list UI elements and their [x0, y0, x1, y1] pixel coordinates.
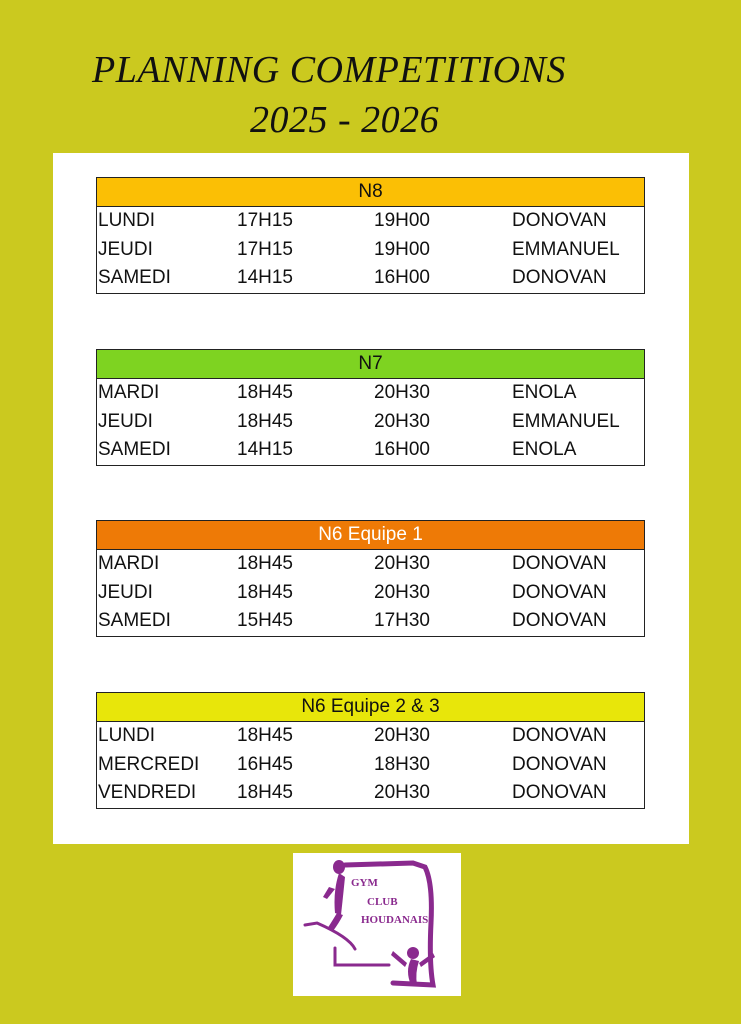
coach-cell: ENOLA	[512, 439, 577, 460]
end-time-cell: 16H00	[374, 267, 430, 288]
schedule-header-n6-equipe-2-3: N6 Equipe 2 & 3	[97, 693, 644, 722]
day-cell: JEUDI	[98, 581, 153, 603]
coach-cell: DONOVAN	[512, 267, 607, 288]
end-time-cell: 19H00	[374, 238, 430, 260]
end-time-cell: 16H00	[374, 439, 430, 460]
table-row	[97, 751, 644, 780]
end-time-cell: 19H00	[374, 210, 430, 231]
table-row	[97, 379, 644, 408]
table-row	[97, 579, 644, 608]
end-time-cell: 20H30	[374, 782, 430, 803]
logo-text-club: CLUB	[367, 896, 398, 908]
start-time-cell: 18H45	[237, 382, 293, 403]
gymnast-logo-icon	[293, 853, 461, 996]
start-time-cell: 16H45	[237, 753, 293, 775]
start-time-cell: 15H45	[237, 610, 293, 631]
coach-cell: DONOVAN	[512, 753, 607, 775]
page-title: PLANNING COMPETITIONS	[92, 49, 566, 91]
day-cell: JEUDI	[98, 410, 153, 432]
day-cell: VENDREDI	[98, 782, 197, 803]
coach-cell: DONOVAN	[512, 210, 607, 231]
start-time-cell: 18H45	[237, 553, 293, 574]
table-row	[97, 236, 644, 265]
end-time-cell: 20H30	[374, 581, 430, 603]
day-cell: MERCREDI	[98, 753, 200, 775]
table-row	[97, 264, 644, 293]
coach-cell: EMMANUEL	[512, 238, 620, 260]
end-time-cell: 17H30	[374, 610, 430, 631]
table-row	[97, 779, 644, 808]
coach-cell: DONOVAN	[512, 782, 607, 803]
start-time-cell: 18H45	[237, 410, 293, 432]
start-time-cell: 14H15	[237, 267, 293, 288]
table-row	[97, 408, 644, 437]
schedule-panel	[53, 153, 689, 844]
coach-cell: EMMANUEL	[512, 410, 620, 432]
start-time-cell: 17H15	[237, 210, 293, 231]
schedule-table-n6-equipe-2-3	[96, 692, 645, 809]
table-row	[97, 436, 644, 465]
start-time-cell: 18H45	[237, 782, 293, 803]
table-row	[97, 607, 644, 636]
club-logo	[293, 853, 461, 996]
schedule-table-n6-equipe-1	[96, 520, 645, 637]
coach-cell: DONOVAN	[512, 610, 607, 631]
day-cell: JEUDI	[98, 238, 153, 260]
day-cell: MARDI	[98, 382, 160, 403]
day-cell: SAMEDI	[98, 267, 171, 288]
logo-text-gym: GYM	[351, 877, 378, 889]
schedule-header-n7: N7	[97, 350, 644, 379]
start-time-cell: 14H15	[237, 439, 293, 460]
end-time-cell: 20H30	[374, 725, 430, 746]
end-time-cell: 20H30	[374, 382, 430, 403]
coach-cell: DONOVAN	[512, 581, 607, 603]
day-cell: LUNDI	[98, 210, 156, 231]
start-time-cell: 17H15	[237, 238, 293, 260]
table-row	[97, 550, 644, 579]
coach-cell: DONOVAN	[512, 553, 607, 574]
coach-cell: DONOVAN	[512, 725, 607, 746]
schedule-table-n7	[96, 349, 645, 466]
start-time-cell: 18H45	[237, 581, 293, 603]
schedule-header-n6-equipe-1: N6 Equipe 1	[97, 521, 644, 550]
end-time-cell: 20H30	[374, 410, 430, 432]
day-cell: LUNDI	[98, 725, 156, 746]
table-row	[97, 722, 644, 751]
logo-text-houdanais: HOUDANAIS	[361, 914, 429, 926]
day-cell: MARDI	[98, 553, 160, 574]
start-time-cell: 18H45	[237, 725, 293, 746]
coach-cell: ENOLA	[512, 382, 577, 403]
schedule-header-n8: N8	[97, 178, 644, 207]
day-cell: SAMEDI	[98, 439, 171, 460]
schedule-table-n8	[96, 177, 645, 294]
day-cell: SAMEDI	[98, 610, 171, 631]
end-time-cell: 20H30	[374, 553, 430, 574]
season-title: 2025 - 2026	[250, 99, 440, 141]
end-time-cell: 18H30	[374, 753, 430, 775]
table-row	[97, 207, 644, 236]
